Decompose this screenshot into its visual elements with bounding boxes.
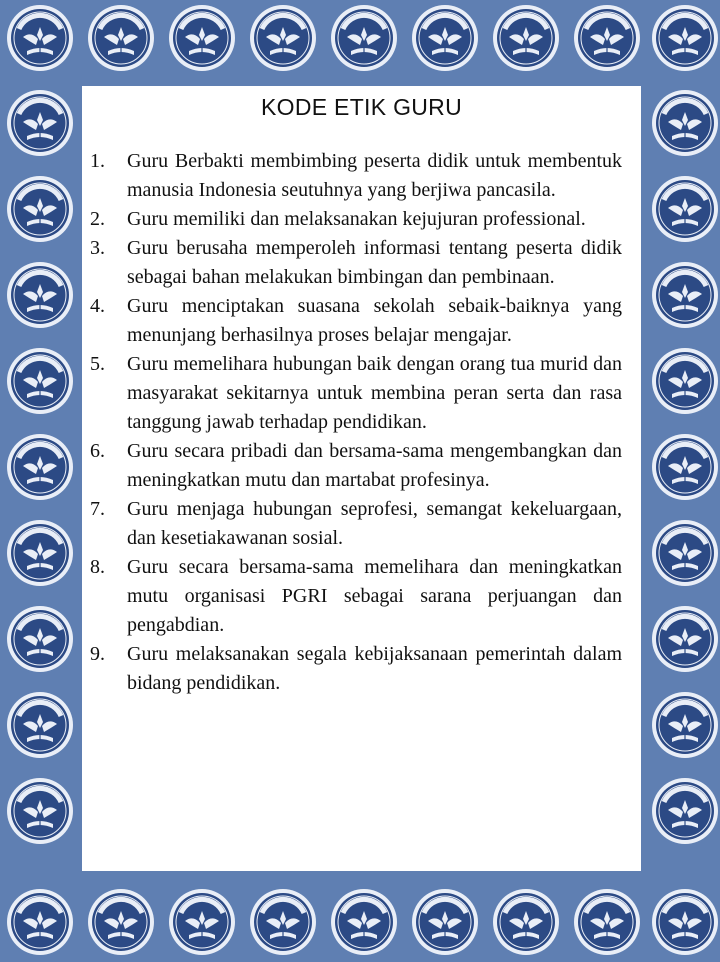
tut-wuri-handayani-emblem-icon (650, 3, 720, 73)
tut-wuri-handayani-emblem-icon (167, 3, 237, 73)
item-number: 4. (90, 295, 105, 317)
tut-wuri-handayani-emblem-icon (5, 690, 75, 760)
item-text: Guru Berbakti membimbing peserta didik untuk membentuk manusia Indonesia seutuhnya yang berjiwa pancasila. (127, 150, 622, 201)
item-text: Guru secara pribadi dan bersama-sama mengembangkan dan meningkatkan mutu dan martabat profesinya. (127, 440, 622, 491)
tut-wuri-handayani-emblem-icon (572, 887, 642, 957)
item-number: 1. (90, 150, 105, 172)
tut-wuri-handayani-emblem-icon (650, 776, 720, 846)
list-item (90, 437, 622, 495)
item-text: Guru berusaha memperoleh informasi tentang peserta didik sebagai bahan melakukan bimbingan dan pembinaan. (127, 237, 622, 288)
tut-wuri-handayani-emblem-icon (5, 432, 75, 502)
list-item (90, 553, 622, 640)
list-item (90, 350, 622, 437)
tut-wuri-handayani-emblem-icon (650, 346, 720, 416)
tut-wuri-handayani-emblem-icon (650, 174, 720, 244)
item-text: Guru memelihara hubungan baik dengan orang tua murid dan masyarakat sekitarnya untuk membina peran serta dan rasa tanggung jawab terhadap pendidikan. (127, 353, 622, 433)
tut-wuri-handayani-emblem-icon (650, 88, 720, 158)
tut-wuri-handayani-emblem-icon (329, 3, 399, 73)
item-number: 2. (90, 208, 105, 230)
item-number: 6. (90, 440, 105, 462)
list-item (90, 147, 622, 205)
item-number: 5. (90, 353, 105, 375)
tut-wuri-handayani-emblem-icon (5, 174, 75, 244)
tut-wuri-handayani-emblem-icon (5, 3, 75, 73)
list-item (90, 495, 622, 553)
tut-wuri-handayani-emblem-icon (5, 604, 75, 674)
list-item (90, 234, 622, 292)
tut-wuri-handayani-emblem-icon (572, 3, 642, 73)
item-text: Guru menciptakan suasana sekolah sebaik-baiknya yang menunjang berhasilnya proses belajar mengajar. (127, 295, 622, 346)
item-text: Guru memiliki dan melaksanakan kejujuran professional. (127, 208, 586, 230)
tut-wuri-handayani-emblem-icon (491, 887, 561, 957)
list-item (90, 205, 622, 234)
tut-wuri-handayani-emblem-icon (248, 887, 318, 957)
tut-wuri-handayani-emblem-icon (5, 346, 75, 416)
tut-wuri-handayani-emblem-icon (5, 518, 75, 588)
item-number: 7. (90, 498, 105, 520)
tut-wuri-handayani-emblem-icon (650, 604, 720, 674)
document-panel (82, 86, 641, 871)
tut-wuri-handayani-emblem-icon (650, 432, 720, 502)
tut-wuri-handayani-emblem-icon (329, 887, 399, 957)
tut-wuri-handayani-emblem-icon (650, 518, 720, 588)
tut-wuri-handayani-emblem-icon (650, 887, 720, 957)
code-of-ethics-list (90, 147, 622, 698)
tut-wuri-handayani-emblem-icon (5, 88, 75, 158)
tut-wuri-handayani-emblem-icon (5, 887, 75, 957)
item-text: Guru menjaga hubungan seprofesi, semangat kekeluargaan, dan kesetiakawanan sosial. (127, 498, 622, 549)
tut-wuri-handayani-emblem-icon (86, 887, 156, 957)
item-text: Guru secara bersama-sama memelihara dan meningkatkan mutu organisasi PGRI sebagai sarana perjuangan dan pengabdian. (127, 556, 622, 636)
document-title: KODE ETIK GURU (260, 94, 462, 120)
tut-wuri-handayani-emblem-icon (410, 3, 480, 73)
list-item (90, 292, 622, 350)
item-text: Guru melaksanakan segala kebijaksanaan pemerintah dalam bidang pendidikan. (127, 643, 622, 694)
tut-wuri-handayani-emblem-icon (491, 3, 561, 73)
tut-wuri-handayani-emblem-icon (167, 887, 237, 957)
tut-wuri-handayani-emblem-icon (650, 690, 720, 760)
item-number: 3. (90, 237, 105, 259)
tut-wuri-handayani-emblem-icon (5, 776, 75, 846)
tut-wuri-handayani-emblem-icon (5, 260, 75, 330)
item-number: 9. (90, 643, 105, 665)
tut-wuri-handayani-emblem-icon (410, 887, 480, 957)
tut-wuri-handayani-emblem-icon (86, 3, 156, 73)
tut-wuri-handayani-emblem-icon (248, 3, 318, 73)
tut-wuri-handayani-emblem-icon (650, 260, 720, 330)
item-number: 8. (90, 556, 105, 578)
list-item (90, 640, 622, 698)
